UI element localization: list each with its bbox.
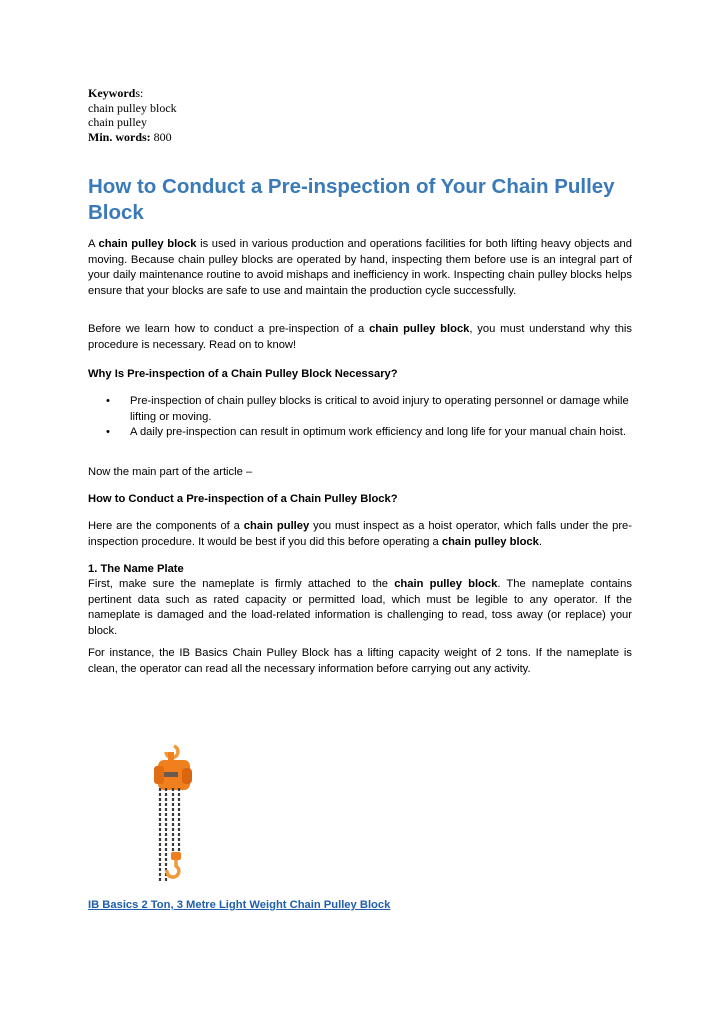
why-bullet-list [88,394,632,441]
how-paragraph: Here are the components of a chain pulley you must inspect as a hoist operator, which falls under the pre-inspection procedure. It would be best if you did this before operating a chain pulley block. [88,520,632,548]
nameplate-heading: 1. The Name Plate [88,563,184,575]
keyword-item: chain pulley [88,115,147,129]
keyword-highlight: chain pulley block [369,323,470,335]
keyword-highlight: chain pulley block [441,535,539,548]
article-title: How to Conduct a Pre-inspection of Your Chain Pulley Block [88,175,615,224]
keywords-label: Keywords: [88,86,144,100]
bullet-icon: • [106,395,110,407]
min-words: Min. words: 800 [88,129,172,144]
nameplate-paragraph: First, make sure the nameplate is firmly attached to the chain pulley block. The nameplate contains pertinent data such as rated capacity or permitted load, which must be legible to any operator. If the nameplate is damaged and the load-related information is challenging to read, toss away (or replace) your block. [88,578,632,637]
keyword-highlight: chain pulley block [98,238,197,250]
how-heading: How to Conduct a Pre-inspection of a Chain Pulley Block? [88,493,398,505]
keyword-highlight: chain pulley [243,520,310,532]
bullet-icon: • [106,426,110,438]
chain-hoist-icon [146,742,198,888]
list-item: • A daily pre-inspection can result in optimum work efficiency and long life for your manual chain hoist. [88,425,632,441]
why-heading: Why Is Pre-inspection of a Chain Pulley Block Necessary? [88,368,398,380]
transition-text: Now the main part of the article – [88,466,253,478]
list-item: • Pre-inspection of chain pulley blocks is critical to avoid injury to operating personnel or damage while lifting or moving. [106,395,629,423]
keyword-highlight: chain pulley block [394,578,498,590]
keyword-item: chain pulley block [88,100,177,115]
product-caption-link[interactable]: IB Basics 2 Ton, 3 Metre Light Weight Chain Pulley Block [88,899,391,911]
nameplate-example-paragraph: For instance, the IB Basics Chain Pulley Block has a lifting capacity weight of 2 tons. If the nameplate is clean, the operator can read all the necessary information before carrying out any activity. [88,647,632,675]
intro-paragraph: A chain pulley block is used in various production and operations facilities for both lifting heavy objects and moving. Because chain pulley blocks are operated by hand, inspecting them before use is an integral part of your daily maintenance routine to avoid mishaps and inefficiency in work. Inspecting chain pulley blocks helps ensure that your blocks are safe to use and maintain the production cycle successfully. [88,238,633,297]
intro-paragraph-2: Before we learn how to conduct a pre-inspection of a chain pulley block, you must understand why this procedure is necessary. Read on to know! [88,323,633,351]
keywords-block [88,86,177,144]
